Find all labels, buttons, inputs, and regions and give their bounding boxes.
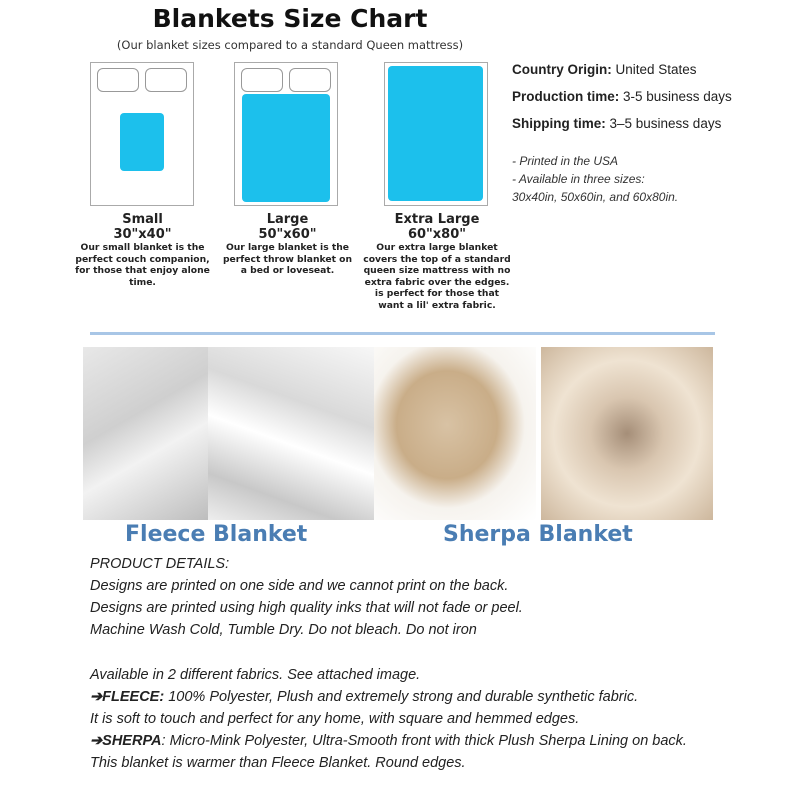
details-line: Designs are printed on one side and we cannot print on the back. xyxy=(90,578,509,594)
sherpa-photo-2 xyxy=(541,347,713,520)
details-line: Machine Wash Cold, Tumble Dry. Do not bleach. Do not iron xyxy=(90,622,477,638)
bed-diagram-xl xyxy=(384,62,488,206)
sherpa-detail-text: : Micro-Mink Polyester, Ultra-Smooth front with thick Plush Sherpa Lining on back. xyxy=(161,733,687,749)
size-description: Our small blanket is the perfect couch companion, for those that enjoy alone time. xyxy=(75,242,210,288)
sherpa-detail-label: SHERPA xyxy=(102,733,162,749)
sherpa-photo-1 xyxy=(374,347,536,520)
size-small xyxy=(70,212,215,288)
info-value: 3–5 business days xyxy=(605,116,722,131)
bed-diagram-small xyxy=(90,62,194,206)
pillow-icon xyxy=(241,68,283,92)
fleece-detail-text: 100% Polyester, Plush and extremely strong and durable synthetic fabric. xyxy=(164,689,639,705)
info-value: United States xyxy=(611,62,697,77)
country-origin xyxy=(512,62,697,77)
arrow-right-icon: ➔ xyxy=(90,689,103,705)
fleece-detail-2: It is soft to touch and perfect for any home, with square and hemmed edges. xyxy=(90,711,580,727)
page-subtitle: (Our blanket sizes compared to a standard Queen mattress) xyxy=(116,38,464,52)
fleece-photo-2 xyxy=(208,347,375,520)
note: 30x40in, 50x60in, and 60x80in. xyxy=(512,190,679,204)
blanket-large xyxy=(242,94,330,202)
size-large xyxy=(220,212,355,277)
divider xyxy=(90,332,715,335)
pillow-icon xyxy=(145,68,187,92)
details-line: Designs are printed using high quality inks that will not fade or peel. xyxy=(90,600,523,616)
info-value: 3-5 business days xyxy=(619,89,732,104)
arrow-right-icon: ➔ xyxy=(90,733,103,749)
production-time xyxy=(512,89,732,104)
shipping-time xyxy=(512,116,721,131)
note: - Printed in the USA xyxy=(512,154,619,168)
fleece-detail-label: FLEECE: xyxy=(102,689,165,705)
size-name: Small xyxy=(122,212,163,227)
size-xl xyxy=(362,212,512,311)
size-dimensions: 50"x60" xyxy=(258,227,317,242)
size-name: Extra Large xyxy=(394,212,480,227)
details-available: Available in 2 different fabrics. See attached image. xyxy=(90,667,421,683)
sherpa-detail-2: This blanket is warmer than Fleece Blanket. Round edges. xyxy=(90,755,466,771)
fleece-photo-1 xyxy=(83,347,208,520)
note: - Available in three sizes: xyxy=(512,172,645,186)
page-title: Blankets Size Chart xyxy=(152,4,428,33)
size-description: Our extra large blanket covers the top of a standard queen size mattress with no extra fabric over the edges. is perfect for those that want a lil' extra fabric. xyxy=(363,242,511,311)
info-label: Production time: xyxy=(512,89,620,104)
blanket-xl xyxy=(388,66,483,201)
size-name: Large xyxy=(266,212,309,227)
details-heading: PRODUCT DETAILS: xyxy=(90,556,230,572)
sherpa-label: Sherpa Blanket xyxy=(443,522,633,547)
pillow-icon xyxy=(97,68,139,92)
fleece-label: Fleece Blanket xyxy=(125,522,308,547)
size-dimensions: 60"x80" xyxy=(407,227,467,242)
info-label: Shipping time: xyxy=(512,116,606,131)
sherpa-detail xyxy=(90,733,687,749)
bed-diagram-large xyxy=(234,62,338,206)
fleece-detail xyxy=(90,689,638,705)
blanket-small xyxy=(120,113,164,171)
size-dimensions: 30"x40" xyxy=(113,227,172,242)
info-label: Country Origin: xyxy=(512,62,612,77)
pillow-icon xyxy=(289,68,331,92)
size-description: Our large blanket is the perfect throw blanket on a bed or loveseat. xyxy=(222,242,353,276)
